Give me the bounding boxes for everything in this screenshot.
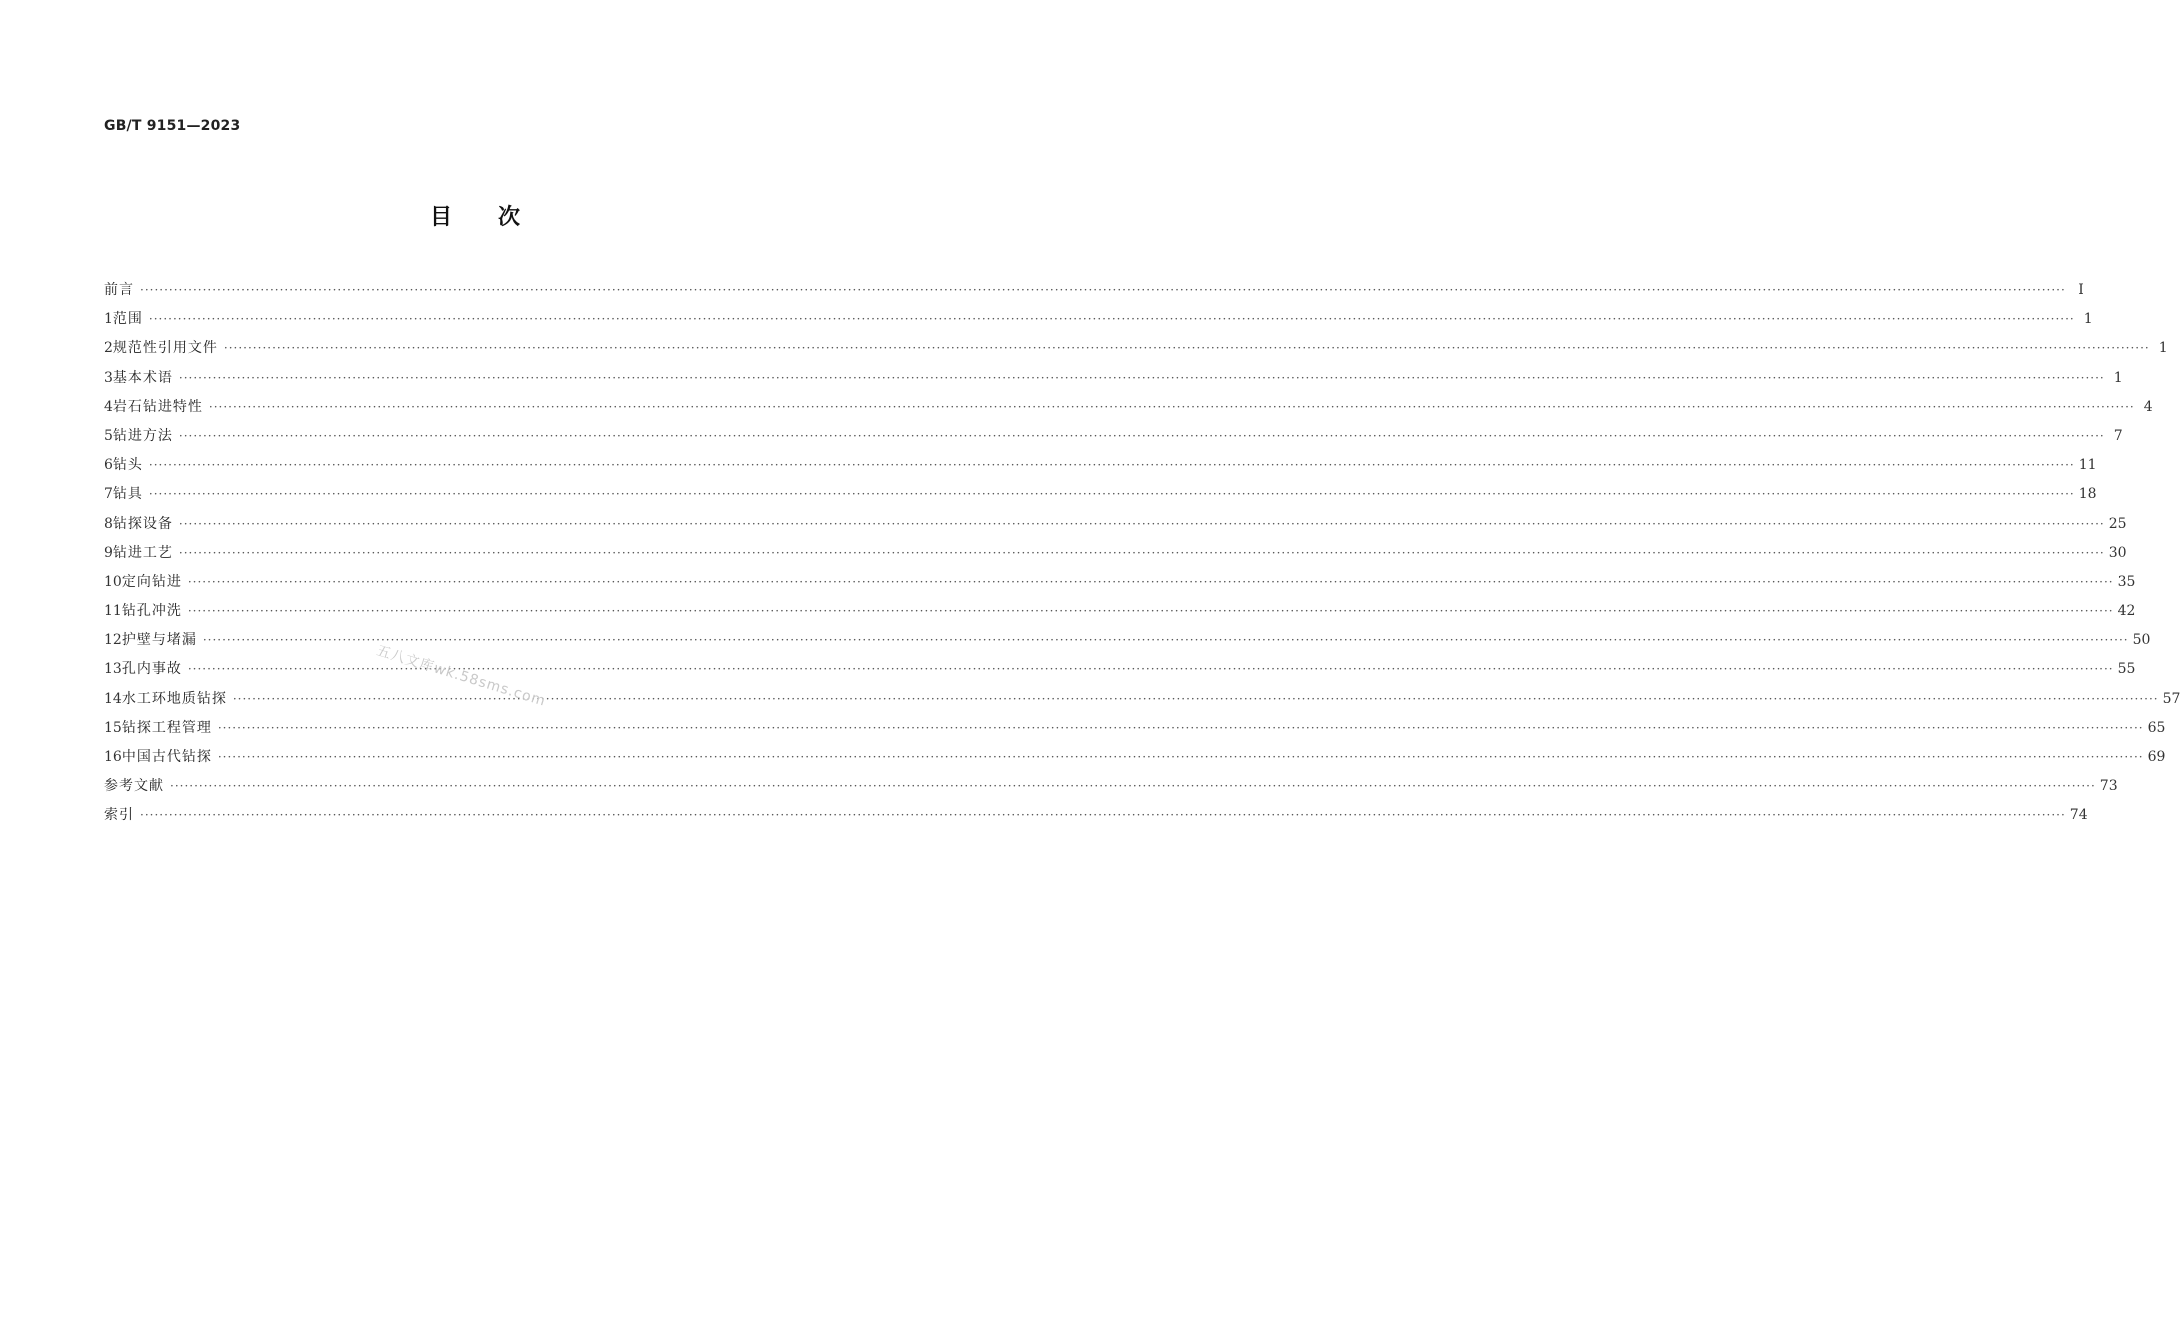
toc-list	[104, 279, 2180, 834]
toc-entry-page: 35	[2117, 573, 2136, 590]
toc-entry-page: 1	[2083, 311, 2093, 328]
toc-leader-dots: ················································································································································································································································································································································································································	[148, 458, 2075, 473]
toc-entry[interactable]	[104, 425, 2123, 454]
toc-entry[interactable]	[104, 396, 2153, 425]
toc-leader-dots: ················································································································································································································································································································································································································	[178, 428, 2105, 443]
toc-entry-label: 钻探设备	[112, 515, 173, 532]
watermark: 五八文库wk.58sms.com	[374, 642, 548, 710]
toc-entry-page: 73	[2099, 778, 2118, 795]
toc-entry-number: 15	[104, 719, 122, 736]
toc-entry-number: 16	[104, 749, 122, 765]
toc-entry[interactable]	[104, 804, 2088, 833]
toc-entry-label: 索引	[104, 807, 134, 824]
toc-entry[interactable]	[104, 367, 2123, 396]
toc-entry[interactable]	[104, 571, 2136, 600]
toc-entry-page: 11	[2078, 457, 2097, 474]
toc-leader-dots: ················································································································································································································································································································································································································	[170, 779, 2096, 794]
toc-leader-dots: ················································································································································································································································································································································································································	[140, 283, 2066, 297]
toc-leader-dots: ················································································································································································································································································································································································································	[217, 750, 2144, 764]
toc-entry-number: 5	[104, 427, 113, 444]
toc-entry-number: 1	[104, 311, 113, 328]
toc-entry[interactable]	[104, 542, 2127, 571]
toc-entry[interactable]	[104, 775, 2118, 804]
toc-entry-label: 参考文献	[104, 778, 164, 795]
toc-entry-label: 定向钻进	[121, 573, 182, 590]
toc-entry-label: 基本术语	[112, 369, 173, 386]
toc-leader-dots: ················································································································································································································································································································································································································	[178, 545, 2105, 560]
toc-entry-page: 4	[2143, 398, 2153, 415]
toc-entry-number: 2	[104, 340, 113, 357]
toc-leader-dots: ················································································································································································································································································································································································································	[232, 691, 2159, 706]
toc-entry-label: 水工环地质钻探	[121, 690, 227, 707]
toc-entry-page: 25	[2108, 515, 2127, 532]
toc-entry-label: 钻进方法	[112, 427, 173, 444]
toc-entry-page: 74	[2069, 807, 2088, 824]
toc-entry-page: 50	[2132, 632, 2151, 649]
toc-entry-number: 9	[104, 544, 113, 561]
toc-entry-page: 1	[2158, 340, 2168, 357]
toc-entry-label: 中国古代钻探	[121, 749, 212, 765]
toc-entry-number: 8	[104, 515, 113, 532]
toc-entry[interactable]	[104, 629, 2151, 658]
toc-entry-page: Ⅰ	[2078, 282, 2084, 298]
toc-leader-dots: ················································································································································································································································································································································································································	[178, 370, 2105, 385]
toc-leader-dots: ················································································································································································································································································································································································································	[140, 808, 2066, 823]
toc-leader-dots: ················································································································································································································································································································································································································	[202, 633, 2129, 648]
toc-entry-page: 42	[2117, 603, 2136, 620]
toc-title: 目次	[429, 205, 566, 230]
toc-entry-label: 钻孔冲洗	[121, 603, 182, 620]
toc-leader-dots: ················································································································································································································································································································································································································	[187, 604, 2114, 619]
toc-entry-number: 7	[104, 486, 113, 503]
toc-entry-page: 65	[2147, 719, 2166, 736]
standard-code: GB/T 9151—2023	[104, 118, 241, 134]
toc-entry-page: 57	[2162, 690, 2180, 707]
toc-entry[interactable]	[104, 600, 2136, 629]
toc-entry-page: 30	[2108, 544, 2127, 561]
toc-entry-page: 1	[2113, 369, 2123, 386]
toc-entry[interactable]	[104, 279, 2084, 308]
toc-entry-label: 钻头	[112, 457, 143, 474]
toc-entry-number: 11	[104, 603, 122, 620]
toc-entry-number: 13	[104, 661, 122, 678]
toc-leader-dots: ················································································································································································································································································································································································································	[187, 662, 2114, 677]
toc-entry[interactable]	[104, 337, 2168, 366]
toc-entry-number: 3	[104, 369, 113, 386]
toc-leader-dots: ················································································································································································································································································································································································································	[178, 516, 2105, 531]
toc-entry-page: 55	[2117, 661, 2136, 678]
toc-entry-number: 10	[104, 573, 122, 590]
toc-leader-dots: ················································································································································································································································································································································································································	[223, 341, 2150, 356]
toc-entry[interactable]	[104, 308, 2093, 337]
toc-entry[interactable]	[104, 746, 2166, 775]
toc-entry-label: 规范性引用文件	[112, 340, 218, 357]
toc-leader-dots: ················································································································································································································································································································································································································	[187, 574, 2114, 589]
toc-entry-label: 前言	[104, 282, 134, 298]
toc-entry[interactable]	[104, 688, 2180, 717]
toc-entry-number: 4	[104, 398, 113, 415]
toc-entry[interactable]	[104, 717, 2166, 746]
toc-entry-page: 7	[2113, 427, 2123, 444]
toc-entry-label: 钻探工程管理	[121, 719, 212, 736]
toc-entry-page: 69	[2147, 749, 2166, 765]
toc-entry-number: 6	[104, 457, 113, 474]
toc-leader-dots: ················································································································································································································································································································································································································	[148, 312, 2075, 327]
toc-entry-label: 范围	[112, 311, 143, 328]
toc-entry-label: 钻进工艺	[112, 544, 173, 561]
toc-entry-label: 孔内事故	[121, 661, 182, 678]
toc-entry[interactable]	[104, 454, 2097, 483]
toc-entry-number: 14	[104, 690, 122, 707]
toc-leader-dots: ················································································································································································································································································································································································································	[208, 399, 2135, 414]
toc-entry-label: 岩石钻进特性	[112, 398, 203, 415]
toc-entry[interactable]	[104, 483, 2097, 512]
toc-leader-dots: ················································································································································································································································································································································································································	[148, 487, 2075, 502]
toc-entry-label: 护壁与堵漏	[121, 632, 197, 649]
toc-leader-dots: ················································································································································································································································································································································································································	[217, 720, 2144, 735]
toc-entry-label: 钻具	[112, 486, 143, 503]
toc-entry-page: 18	[2078, 486, 2097, 503]
toc-entry[interactable]	[104, 513, 2127, 542]
toc-entry-number: 12	[104, 632, 122, 649]
